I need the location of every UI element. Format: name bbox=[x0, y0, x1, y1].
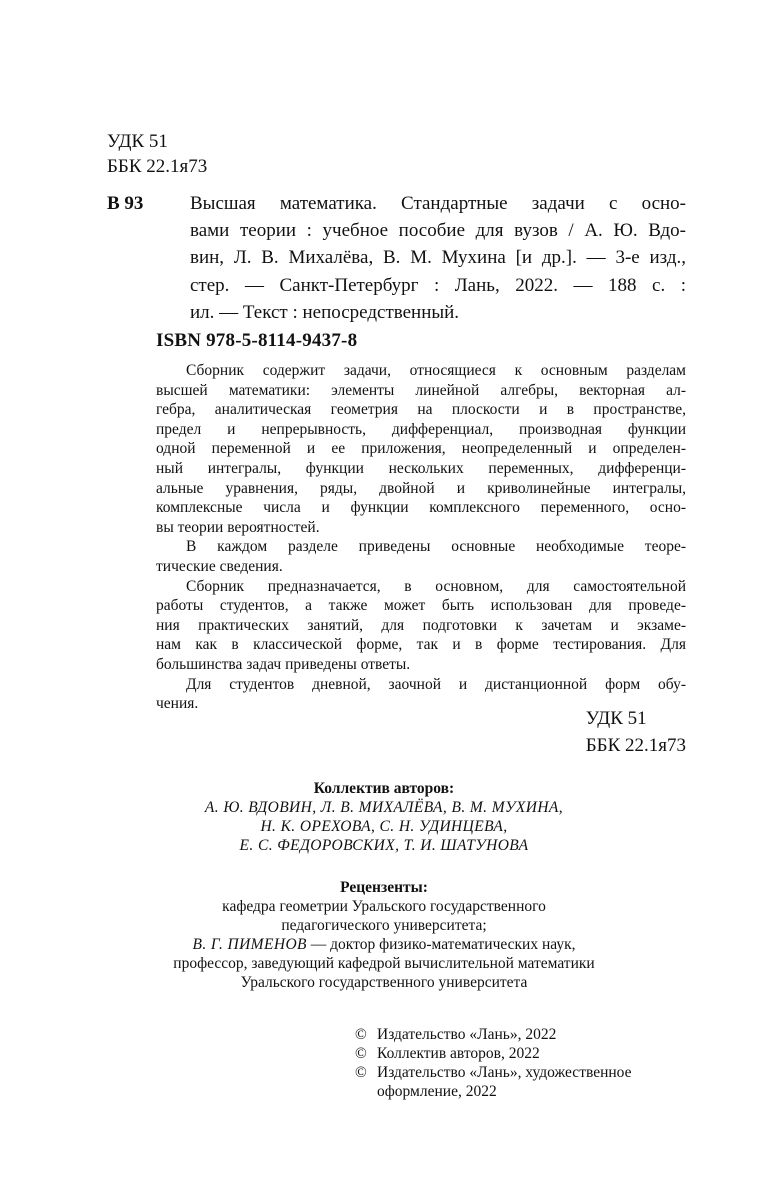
reviewer-line: Уральского государственного университета bbox=[240, 974, 528, 991]
annotation-line: альные уравнения, ряды, двойной и криволинейные интегралы, bbox=[156, 479, 686, 497]
bbk-code: ББК 22.1я73 bbox=[585, 735, 686, 756]
author-mark: В 93 bbox=[107, 193, 144, 214]
bbk-code: ББК 22.1я73 bbox=[107, 156, 208, 177]
annotation-paragraph bbox=[156, 577, 686, 675]
annotation-line: вы теории вероятностей. bbox=[156, 518, 320, 536]
annotation-line: ный интегралы, функции нескольких переменных, дифференци- bbox=[156, 459, 686, 477]
biblio-line: ил. — Текст : непосредственный. bbox=[190, 301, 460, 323]
reviewer-line bbox=[0, 935, 768, 954]
copyright-icon: © bbox=[355, 1026, 367, 1043]
annotation-line: Для студентов дневной, заочной и дистанционной форм обу- bbox=[186, 675, 686, 693]
authors-line: А. Ю. ВДОВИН, Л. В. МИХАЛЁВА, В. М. МУХИНА, bbox=[204, 799, 564, 816]
annotation-line: чения. bbox=[156, 695, 199, 713]
copyright-line bbox=[355, 1063, 695, 1082]
reviewer-title: — доктор физико-математических наук, bbox=[306, 936, 576, 953]
reviewer-line: педагогического университета; bbox=[281, 917, 487, 934]
authors-heading: Коллектив авторов: bbox=[313, 780, 455, 797]
annotation-paragraph bbox=[156, 361, 686, 537]
copyright-text: Коллектив авторов, 2022 bbox=[377, 1045, 540, 1062]
annotation-line: Сборник предназначается, в основном, для самостоятельной bbox=[186, 577, 686, 595]
biblio-line: стер. — Санкт-Петербург : Лань, 2022. — 188 с. : bbox=[190, 274, 686, 296]
copyright-text: Издательство «Лань», 2022 bbox=[377, 1026, 557, 1043]
annotation-line: комплексные числа и функции комплексного переменного, осно- bbox=[156, 499, 686, 517]
classification-top bbox=[107, 129, 207, 179]
reviewer-line: кафедра геометрии Уральского государственного bbox=[222, 898, 546, 915]
bibliographic-description bbox=[190, 190, 686, 326]
annotation-line: нам как в классической форме, так и в форме тестирования. Для bbox=[156, 636, 686, 654]
biblio-line: вами теории : учебное пособие для вузов / А. Ю. Вдо- bbox=[190, 220, 686, 242]
udk-code: УДК 51 bbox=[585, 708, 647, 729]
authors-block bbox=[0, 779, 768, 855]
copyright-icon: © bbox=[355, 1045, 367, 1062]
reviewers-block bbox=[0, 878, 768, 992]
annotation-line: тические сведения. bbox=[156, 557, 283, 575]
copyright-continuation: оформление, 2022 bbox=[377, 1083, 497, 1100]
copyright-text: Издательство «Лань», художественное bbox=[377, 1064, 632, 1081]
isbn: ISBN 978-5-8114-9437-8 bbox=[156, 330, 358, 351]
annotation-line: большинства задач приведены ответы. bbox=[156, 655, 411, 673]
classification-bottom bbox=[586, 705, 686, 759]
annotation-line: гебра, аналитическая геометрия на плоскости и в пространстве, bbox=[156, 401, 686, 419]
annotation bbox=[156, 361, 686, 714]
annotation-paragraph bbox=[156, 537, 686, 576]
annotation-line: высшей математики: элементы линейной алгебры, векторная ал- bbox=[156, 381, 686, 399]
copyright-line bbox=[355, 1025, 695, 1044]
reviewers-heading: Рецензенты: bbox=[340, 879, 428, 896]
copyright-block bbox=[355, 1025, 695, 1101]
annotation-line: В каждом разделе приведены основные необходимые теоре- bbox=[186, 538, 686, 556]
udk-code: УДК 51 bbox=[107, 131, 168, 152]
authors-line: Е. С. ФЕДОРОВСКИХ, Т. И. ШАТУНОВА bbox=[239, 837, 529, 854]
reviewer-line: профессор, заведующий кафедрой вычислительной математики bbox=[173, 955, 595, 972]
biblio-line: Высшая математика. Стандартные задачи с осно- bbox=[190, 193, 686, 214]
annotation-line: одной переменной и ее приложения, неопределенный и определен- bbox=[156, 440, 686, 458]
annotation-line: предел и непрерывность, дифференциал, производная функции bbox=[156, 420, 686, 438]
annotation-line: ния практических занятий, для подготовки к зачетам и экзаме- bbox=[156, 616, 686, 634]
biblio-line: вин, Л. В. Михалёва, В. М. Мухина [и др.]. — 3-е изд., bbox=[190, 247, 686, 269]
authors-line: Н. К. ОРЕХОВА, С. Н. УДИНЦЕВА, bbox=[260, 818, 508, 835]
reviewer-name: В. Г. ПИМЕНОВ bbox=[192, 936, 307, 953]
copyright-icon: © bbox=[355, 1064, 367, 1081]
annotation-line: работы студентов, а также может быть использован для проведе- bbox=[156, 597, 686, 615]
copyright-line bbox=[355, 1044, 695, 1063]
annotation-line: Сборник содержит задачи, относящиеся к основным разделам bbox=[186, 362, 686, 379]
